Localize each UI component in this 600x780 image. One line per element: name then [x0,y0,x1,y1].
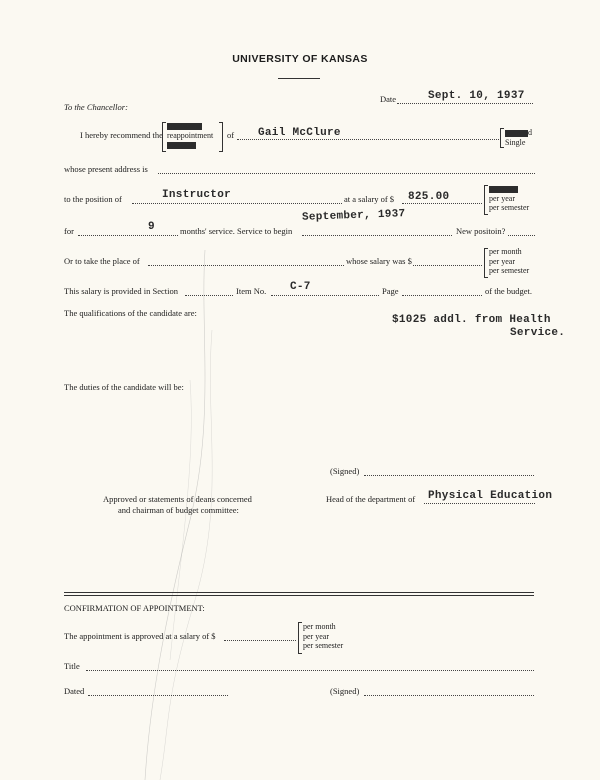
replace-period-per-month[interactable]: per month [489,247,522,256]
marital-options: Marriedd Single [505,128,532,147]
department-value[interactable]: Physical Education [428,490,553,502]
replace-period-per-semester[interactable]: per semester [489,266,530,275]
date-value[interactable]: Sept. 10, 1937 [428,90,525,102]
replace-salary-label: whose salary was $ [346,256,412,266]
confirmation-per-semester[interactable]: per semester [303,641,344,650]
recommend-options-brace [162,122,166,152]
replace-line[interactable] [148,265,344,266]
period-per-year[interactable]: per year [489,193,515,203]
date-label: Date [380,94,397,104]
salary-label: at a salary of $ [344,194,395,204]
months-label: months' service. Service to begin [180,226,293,236]
begin-line [302,235,452,236]
signed-line[interactable] [364,475,534,476]
section-label: This salary is provided in Section [64,286,179,296]
salary-period-brace [484,185,488,215]
address-line[interactable] [158,173,535,174]
page-line[interactable] [402,295,482,296]
approved-label: The appointment is approved at a salary of $ [64,631,216,641]
qualifications-note-line1[interactable]: $1025 addl. from Health [392,314,551,326]
confirmation-period-options [303,622,343,651]
option-promotion-struck[interactable]: promotion [168,142,196,149]
period-per-semester[interactable]: per semester [489,203,530,212]
position-value[interactable]: Instructor [162,189,232,201]
replace-salary-line[interactable] [413,265,482,266]
position-line [132,203,342,204]
new-position-label: New positoin? [456,226,506,236]
item-label: Item No. [236,286,267,296]
address-label: whose present address is [64,164,148,174]
confirmation-signed-label: (Signed) [330,686,360,696]
page-label: Page [382,286,399,296]
salary-period-options [489,184,529,213]
date-line [397,103,533,104]
option-married-struck[interactable]: Married [506,130,527,137]
confirmation-heading: CONFIRMATION OF APPOINTMENT: [64,603,205,613]
option-single[interactable]: Single [505,137,526,147]
item-line [271,295,379,296]
item-value[interactable]: C-7 [290,281,311,293]
candidate-name[interactable]: Gail McClure [258,127,341,139]
head-label: Head of the department of [326,494,416,504]
salary-value[interactable]: 825.00 [408,191,450,203]
qualifications-label: The qualifications of the candidate are: [64,308,197,318]
salary-line [402,203,482,204]
approval-line1: Approved or statements of deans concerned [103,494,252,504]
months-line [78,235,178,236]
title-label: Title [64,661,80,671]
confirmation-signed-line[interactable] [364,695,534,696]
qualifications-note-line2[interactable]: Service. [510,327,566,339]
department-line [424,503,535,504]
university-title: UNIVERSITY OF KANSAS [232,53,368,65]
duties-label: The duties of the candidate will be: [64,382,184,392]
marital-brace [500,128,504,148]
signed-label: (Signed) [330,466,360,476]
budget-label: of the budget. [485,286,532,296]
title-line[interactable] [86,670,534,671]
approval-line2: and chairman of budget committee: [118,505,239,515]
recommend-lead: I hereby recommend the [80,130,163,140]
months-value[interactable]: 9 [148,221,155,233]
title-underline [278,78,320,79]
option-reappointment[interactable]: reappointment [167,130,214,140]
for-label: for [64,226,74,236]
position-label: to the position of [64,194,122,204]
salutation: To the Chancellor: [64,102,128,112]
new-position-line[interactable] [508,235,535,236]
confirmation-per-month[interactable]: per month [303,622,336,631]
begin-value[interactable]: September, 1937 [301,208,406,224]
recommend-options-brace-right [219,122,223,152]
confirmation-period-brace [298,622,302,654]
replace-period-per-year[interactable]: per year [489,256,515,266]
confirmation-per-year[interactable]: per year [303,631,329,641]
replace-label: Or to take the place of [64,256,140,266]
option-appointment-struck[interactable]: appointment [168,123,201,130]
recommend-options [167,121,213,150]
dated-line[interactable] [88,695,228,696]
candidate-line [237,139,499,140]
confirmation-divider [64,592,534,596]
replace-period-brace [484,248,488,278]
dated-label: Dated [64,686,85,696]
period-per-month-struck[interactable]: per month [490,186,517,193]
of-label: of [227,130,235,140]
replace-period-options [489,247,529,276]
approved-salary-line[interactable] [224,640,296,641]
section-line[interactable] [185,295,233,296]
